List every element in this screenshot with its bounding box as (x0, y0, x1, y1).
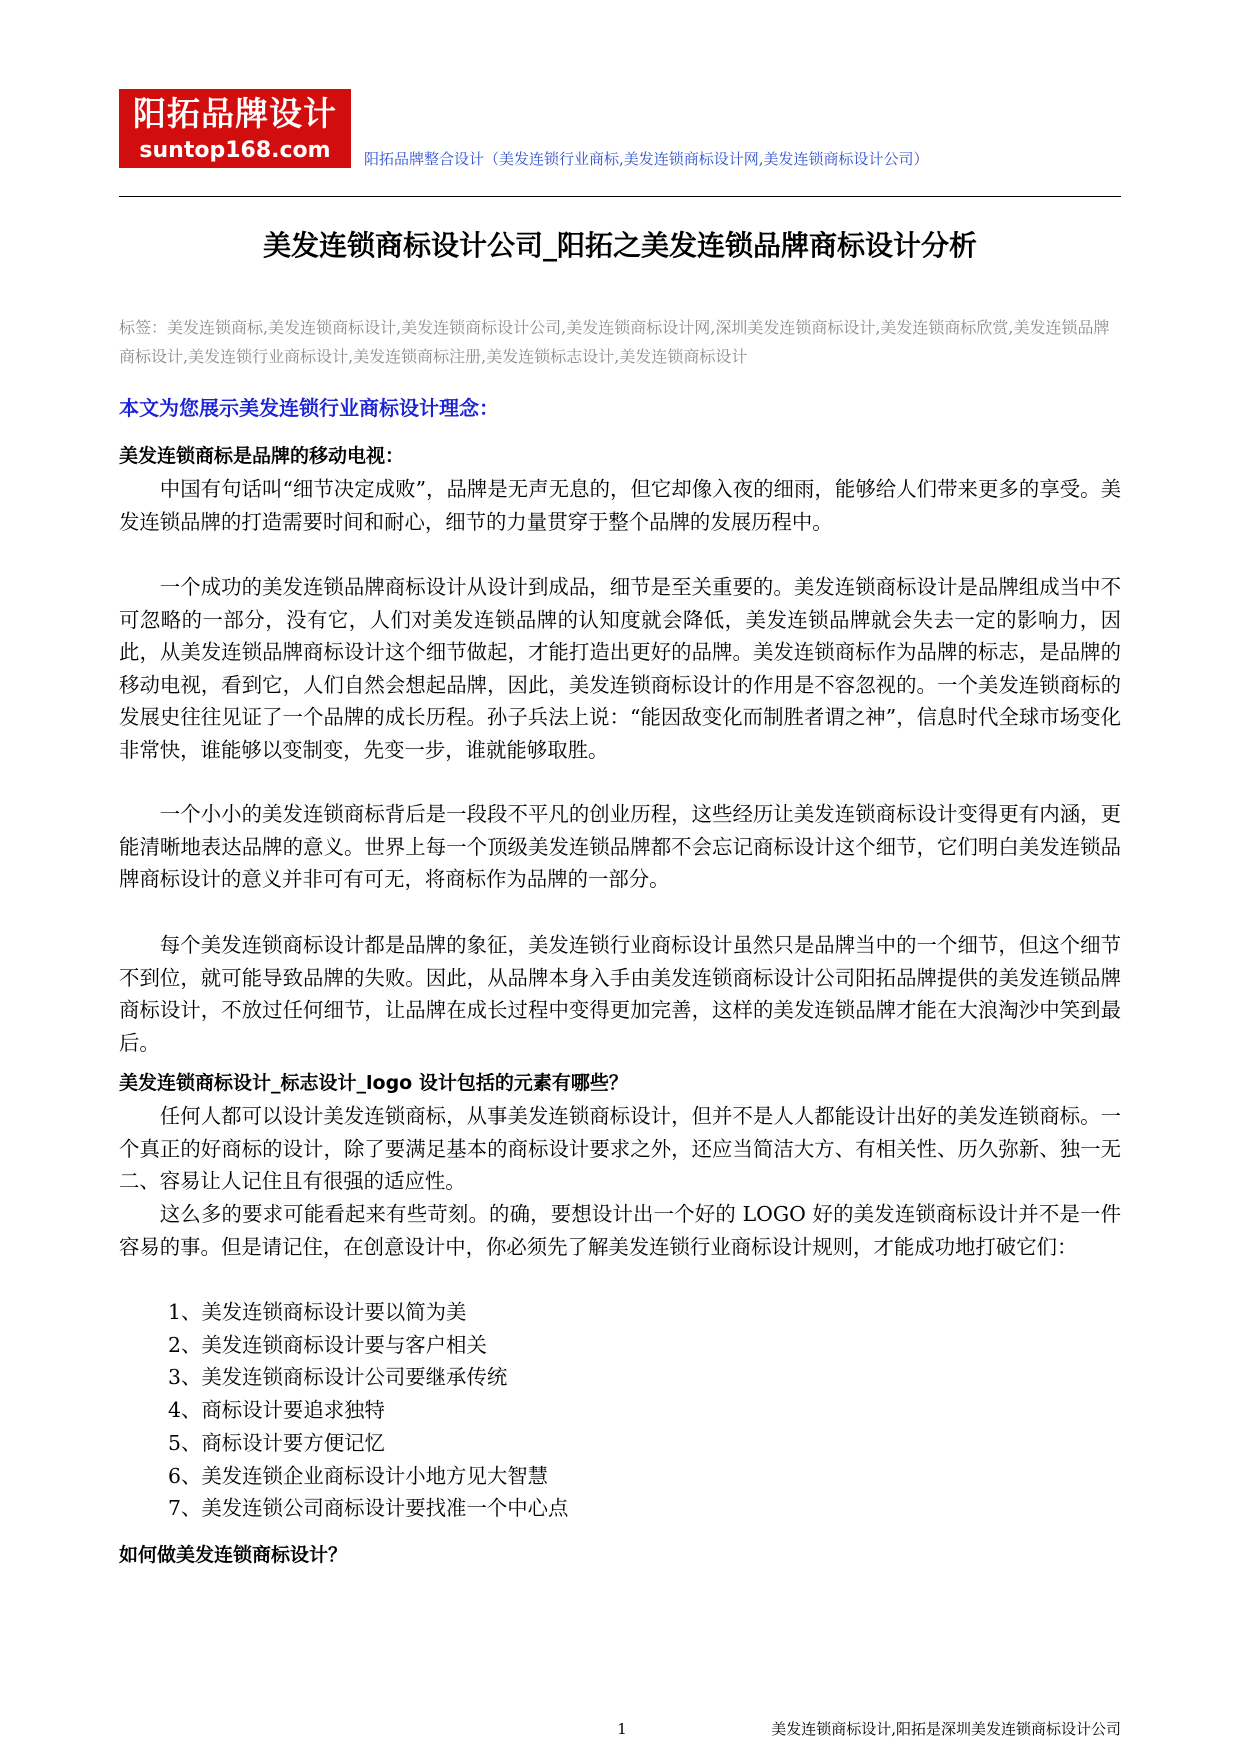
intro-heading: 本文为您展示美发连锁行业商标设计理念： (119, 396, 499, 420)
list-item: 2、美发连锁商标设计要与客户相关 (168, 1332, 487, 1357)
section-1-paragraph: 中国有句话叫“细节决定成败”，品牌是无声无息的，但它却像入夜的细雨，能够给人们带来更多的享受。美发连锁品牌的打造需要时间和耐心，细节的力量贯穿于整个品牌的发展历程中。 (119, 477, 1121, 534)
section-1-paragraph: 一个成功的美发连锁品牌商标设计从设计到成品，细节是至关重要的。美发连锁商标设计是品牌组成当中不可忽略的一部分，没有它，人们对美发连锁品牌的认知度就会降低，美发连锁品牌就会失去一定的影响力，因此，从美发连锁品牌商标设计这个细节做起，才能打造出更好的品牌。美发连锁商标作为品牌的标志，是品牌的移动电视，看到它，人们自然会想起品牌，因此，美发连锁商标设计的作用是不容忽视的。一个美发连锁商标的发展史往往见证了一个品牌的成长历程。孙子兵法上说：“能因敌变化而制胜者谓之神”，信息时代全球市场变化非常快，谁能够以变制变，先变一步，谁就能够取胜。 (119, 575, 1121, 762)
list-item: 6、美发连锁企业商标设计小地方见大智慧 (168, 1463, 549, 1488)
list-item: 5、商标设计要方便记忆 (168, 1430, 385, 1455)
tags-line: 标签：美发连锁商标,美发连锁商标设计,美发连锁商标设计公司,美发连锁商标设计网,深圳美发连锁商标设计,美发连锁商标欣赏,美发连锁品牌商标设计,美发连锁行业商标设计,美发连锁商标注册,美发连锁标志设计,美发连锁商标设计 (119, 318, 1110, 366)
list-item: 3、美发连锁商标设计公司要继承传统 (168, 1365, 508, 1390)
section-1-heading: 美发连锁商标是品牌的移动电视： (119, 445, 405, 467)
header-tagline: 阳拓品牌整合设计（美发连锁行业商标,美发连锁商标设计网,美发连锁商标设计公司） (364, 150, 929, 168)
list-item: 7、美发连锁公司商标设计要找准一个中心点 (168, 1496, 569, 1521)
section-1-paragraph: 每个美发连锁商标设计都是品牌的象征，美发连锁行业商标设计虽然只是品牌当中的一个细节，但这个细节不到位，就可能导致品牌的失败。因此，从品牌本身入手由美发连锁商标设计公司阳拓品牌提供的美发连锁品牌商标设计，不放过任何细节，让品牌在成长过程中变得更加完善，这样的美发连锁品牌才能在大浪淘沙中笑到最后。 (119, 933, 1121, 1055)
brand-logo (119, 89, 351, 168)
section-2-paragraph: 这么多的要求可能看起来有些苛刻。的确，要想设计出一个好的 LOGO 好的美发连锁商标设计并不是一件容易的事。但是请记住，在创意设计中，你必须先了解美发连锁行业商标设计规则，才能成功地打破它们： (119, 1202, 1121, 1259)
section-1-paragraph: 一个小小的美发连锁商标背后是一段段不平凡的创业历程，这些经历让美发连锁商标设计变得更有内涵，更能清晰地表达品牌的意义。世界上每一个顶级美发连锁品牌都不会忘记商标设计这个细节，它们明白美发连锁品牌商标设计的意义并非可有可无，将商标作为品牌的一部分。 (119, 802, 1121, 891)
page-number: 1 (617, 1720, 627, 1738)
section-2-heading: 美发连锁商标设计_标志设计_logo 设计包括的元素有哪些？ (119, 1072, 628, 1094)
logo-line-1: 阳拓品牌设计 (133, 94, 337, 133)
logo-line-2: suntop168.com (139, 138, 331, 163)
list-item: 4、商标设计要追求独特 (168, 1398, 385, 1423)
list-item: 1、美发连锁商标设计要以简为美 (168, 1300, 467, 1324)
section-2-paragraph: 任何人都可以设计美发连锁商标，从事美发连锁商标设计，但并不是人人都能设计出好的美发连锁商标。一个真正的好商标的设计，除了要满足基本的商标设计要求之外，还应当简洁大方、有相关性、历久弥新、独一无二、容易让人记住且有很强的适应性。 (119, 1104, 1121, 1193)
section-3-heading: 如何做美发连锁商标设计？ (119, 1544, 348, 1566)
footer-text: 美发连锁商标设计,阳拓是深圳美发连锁商标设计公司 (771, 1720, 1121, 1738)
design-rules-list (168, 1296, 568, 1525)
header-divider (119, 196, 1121, 197)
document-title: 美发连锁商标设计公司_阳拓之美发连锁品牌商标设计分析 (262, 229, 977, 262)
